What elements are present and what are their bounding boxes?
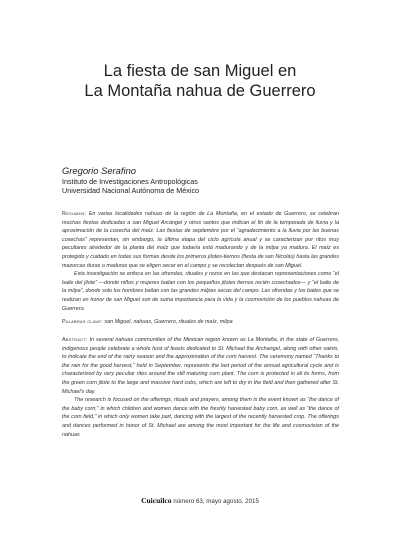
- abstract-label: Abstract:: [62, 337, 88, 343]
- resumen-paragraph-1: [62, 210, 339, 270]
- author-name: Gregorio Serafino: [62, 165, 136, 176]
- abstract-text-1: In several nahuas communities of the Mexican region known as La Montaña, in the state of Guerrero, indigenous people celebrate a whole host of feasts dedicated to St. Michael the Archangel, along with other saints, to indicate the end of the rainy season and the approximation of the corn harvest. The ceremony named “Thanks to the rain for the good harvest,” held in September, represents the last period of the annual agricultural cycle and is characterized by very peculiar rites around the still maturing corn plant. The corn is protected in all its forms, from the green corn jilote to the large and massive hard cobs, which are left to dry in the field and then gathered after St. Michael’s day.: [62, 337, 340, 395]
- journal-footer: [0, 496, 400, 505]
- issue-info: número 63, mayo agosto, 2015: [173, 498, 259, 505]
- title-line-2: La Montaña nahua de Guerrero: [84, 82, 316, 100]
- affiliation-university: Universidad Nacional Autónoma de México: [62, 186, 200, 195]
- abstract-paragraph-1: [62, 336, 339, 396]
- keywords-label: Palabras clave:: [62, 319, 103, 325]
- title-line-1: La fiesta de san Miguel en: [103, 62, 297, 80]
- keywords-text: san Miguel, nahuas, Guerrero, rituales de maíz, milpa: [104, 319, 233, 325]
- article-title: [0, 61, 400, 101]
- journal-logo: Cuicuilco: [141, 496, 172, 505]
- keywords-block: [62, 318, 339, 327]
- resumen-label: Resumen:: [62, 211, 87, 217]
- abstract-paragraph-2: The research is focused on the offerings, rituals and prayers, among them is the event known as “the dance of the baby corn,” in which children and women dance with the freshly harvested baby corn, as well as “the dance of the corn field,” in which only women take part, dancing with the largest of the recently harvested crop. The offerings and dances performed in honor of St. Michael are among the most important for the life and cosmovision of the nahuas: [62, 397, 339, 438]
- resumen-paragraph-2: Esta investigación se enfoca en las ofrendas, rituales y rezos en las que destacan representaciones como “el baile del jilote” —donde niños y mujeres bailan con los pequeños jilotes tiernos recién cosechados— y “el baile de la milpa”, donde solo los hombres bailan con las grandes milpas secas del campo. Las ofrendas y los bailes que se realizan en honor de san Miguel son de suma importancia para la vida y la cosmovisión de los pueblos nahuas de Guerrero.: [62, 271, 339, 312]
- affiliation-institute: Instituto de Investigaciones Antropológicas: [62, 177, 198, 186]
- resumen-text-1: En varias localidades nahuas de la región de La Montaña, en el estado de Guerrero, se celebran muchas fiestas dedicadas a san Miguel Arcángel y otros santos que indican el fin de la temporada de lluvia y la aproximación de la cosecha del maíz. Las fiestas de septiembre por el “agradecimiento a la lluvia por las buenas cosechas” representan, sin embargo, la última etapa del ciclo agrícola anual y se caracterizan por ritos muy peculiares alrededor de la planta del maíz que todavía está madurando y de la milpa ya madura. El maíz es protegido y cuidado en todas sus formas desde los primeros jilotes-tiernos (fiesta de san Nicolás) hasta las grandes mazorcas duras o maduras que se eligen secar en el campo y se recolectan después de san Miguel.: [62, 211, 339, 269]
- abstract-block: [62, 336, 339, 439]
- resumen-block: [62, 210, 339, 313]
